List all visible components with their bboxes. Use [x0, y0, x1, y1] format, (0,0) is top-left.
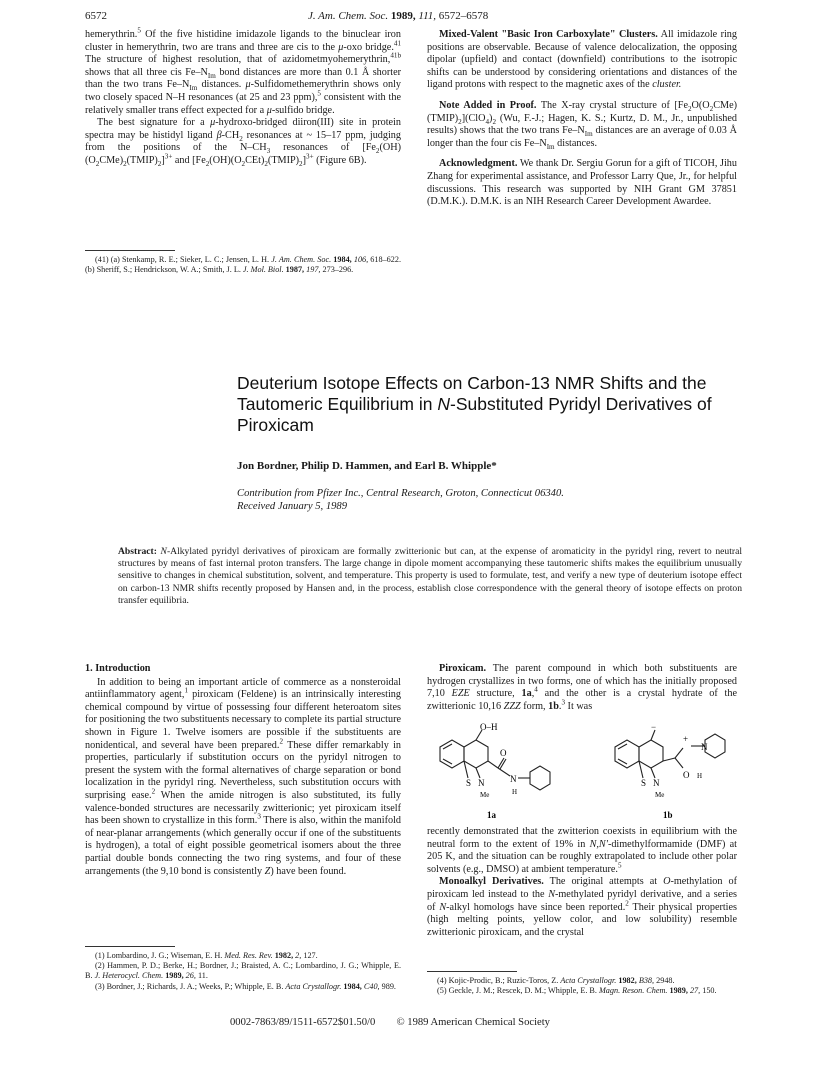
- article-code: 0002-7863/89/1511-6572$01.50/0: [230, 1017, 376, 1028]
- journal-volume: 111,: [418, 10, 437, 22]
- o-label: O: [500, 748, 507, 758]
- footnote-2: (2) Hammen, P. D.; Berke, H.; Bordner, J.; Braisted, A. C.; Lombardino, J. G.; Whipple, E. B. J. Heterocycl. Chem. 1989, 26, 11.: [85, 961, 401, 981]
- h-label: H: [697, 772, 703, 780]
- paragraph: Acknowledgment. We thank Dr. Sergiu Gorun for a gift of TICOH, Jihu Zhang for experimental assistance, and Professor Larry Que, Jr., for helpful discussions. This research was supported by NIH Grant GM 37851 (D.M.K.). D.M.K. is an NIH Research Career Development Awardee.: [427, 158, 737, 208]
- intro-column: [85, 663, 401, 878]
- minus-charge: −: [651, 722, 657, 732]
- page-number: 6572: [85, 10, 107, 22]
- paragraph: Monoalkyl Derivatives. The original attempts at O-methylation of piroxicam led instead to the N-methylated pyridyl derivative, and a series of N-alkyl homologs have since been reported.$^2$ Their physical properties (high melting points, yellow color, and low solubility) resemble zwitterionic piroxicam, and the crystal: [427, 876, 737, 938]
- o-label: O: [683, 770, 690, 780]
- page-footer: [230, 1017, 630, 1028]
- n-label: N: [510, 774, 517, 784]
- me-label: Me: [480, 791, 490, 799]
- copyright: © 1989 American Chemical Society: [396, 1017, 550, 1028]
- footnote-41: (41) (a) Stenkamp, R. E.; Sieker, L. C.; Jensen, L. H. J. Am. Chem. Soc. 1984, 106, 618–622. (b) Sheriff, S.; Hendrickson, W. A.; Smith, J. L. J. Mol. Biol. 1987, 197, 273–296.: [85, 255, 402, 275]
- affiliation: Contribution from Pfizer Inc., Central Research, Groton, Connecticut 06340.: [237, 488, 564, 499]
- article-title: Deuterium Isotope Effects on Carbon-13 NMR Shifts and the Tautomeric Equilibrium in N-Substituted Pyridyl Derivatives of Piroxicam: [237, 373, 712, 435]
- paragraph: hemerythrin.$^5$ Of the five histidine imidazole ligands to the binuclear iron cluster in hemerythrin, two are trans and three are cis to the μ-oxo bridge.$^{41}$ The structure of highest resolution, that of azidometmyohemerythrin,$^{41b}$ shows that all three cis $Fe-N_{Im}$ bond distances are more than 0.1 Å shorter than the two trans $Fe-N_{Im}$ distances. μ-Sulfidomethemerythrin shows only two closely spaced N–H resonances (at 25 and 23 ppm),$^5$ consistent with the relatively smaller trans effect expected for a μ-sulfido bridge.: [85, 26, 401, 116]
- received-date: Received January 5, 1989: [237, 501, 348, 512]
- paragraph: In addition to being an important article of commerce as a nonsteroidal antiinflammatory agent,$^1$ piroxicam (Feldene) is an intrinsically interesting chemical compound by virtue of possessing four different heteroatom sites for positioning the two substituents necessary to complete its partial structure shown in Figure 1. Twelve isomers are possible if the substituents are nonidentical, and several have been prepared.$^2$ These differ remarkably in properties, particularly if substitution occurs on the pyridyl nitrogen to present the system with the formal alternatives of charge separation or bond localization in the pyridyl ring. Nevertheless, such substitution occurs with surprising ease.$^2$ When the amide nitrogen is also substituted, its fully valence-bonded structures are necessarily zwitterionic; yet piroxicam itself has been shown to crystallize in this form.$^3$ There is also, within the manifold of near-planar arrangements (which generally occur if one of the substituents is hydrogen), a total of eight possible geometrical isomers about the three partial double bonds connecting the two ring systems, and four of these arrangements (the 9,10 bond is consistently Z) have been found.: [85, 676, 402, 877]
- compound-label: 1a: [487, 810, 496, 820]
- authors: Jon Bordner, Philip D. Hammen, and Earl B. Whipple*: [237, 460, 497, 472]
- footnote-1: (1) Lombardino, J. G.; Wiseman, E. H. Med. Res. Rev. 1982, 2, 127.: [95, 951, 318, 960]
- oh-label: O–H: [480, 722, 498, 732]
- paragraph: recently demonstrated that the zwitterion coexists in equilibrium with the neutral form to the extent of 19% in N,N′-dimethylformamide (DMF) at 205 K, and the situation can be roughly extrapolated to include other polar solvents (e.g., DMSO) at ambient temperature.$^5$: [427, 826, 737, 875]
- structure-1b: [605, 722, 755, 822]
- section-heading: 1. Introduction: [85, 663, 151, 674]
- journal-name: J. Am. Chem. Soc.: [308, 10, 389, 22]
- n-label: N: [653, 778, 660, 788]
- footnotes-right: [427, 976, 737, 996]
- paragraph: Piroxicam. The parent compound in which both substituents are hydrogen crystallizes in two forms, one of which has the initially proposed 7,10 EZE structure, 1a,$^4$ and the other is a crystal hydrate of the zwitterionic 10,16 ZZZ form, 1b.$^3$ It was: [427, 663, 737, 712]
- me-label: Me: [655, 791, 665, 799]
- s-label: S: [641, 778, 647, 788]
- running-header: [85, 10, 745, 26]
- footnotes-left: [85, 951, 401, 992]
- footnote-rule: [427, 971, 517, 972]
- footnote-rule: [85, 250, 175, 251]
- footnote-rule: [85, 946, 175, 947]
- paragraph: Note Added in Proof. The X-ray crystal structure of $[Fe_2O(O_2CMe)(TMIP)_2](ClO_4)_2$ (Wu, F.-J.; Hagen, K. S.; Kurtz, D. M., Jr., unpublished results) shows that the two trans $Fe-N_{Im}$ distances are an average of 0.03 Å longer than the four cis $Fe-N_{Im}$ distances.: [427, 99, 738, 151]
- journal-pages: 6572–6578: [438, 10, 489, 22]
- paragraph: The best signature for a μ-hydroxo-bridged diiron(III) site in protein spectra may be histidyl ligand $\beta-CH_2$ resonances at ~ 15–17 ppm, judging from the positions of the $N-CH_3$ resonances of $[Fe_2(OH)(O_2CMe)_2(TMIP)_2]^{3+}$ and $[Fe_2(OH)(O_2CEt)_2(TMIP)_2]^{3+}$ (Figure 6B).: [85, 117, 401, 168]
- top-right-column: [427, 29, 737, 209]
- piroxicam-column-bottom: [427, 826, 737, 939]
- paragraph: Mixed-Valent "Basic Iron Carboxylate" Clusters. All imidazole ring positions are observable. Because of valence delocalization, the opposing dipolar (upfield) and contact (downfield) contributions to the isotropic shifts can be understood by considering orientations and distances of the ligand protons with respect to the magnetic axes of the cluster.: [427, 29, 737, 91]
- footnote-4: (4) Kojic-Prodic, B.; Ruzic-Toros, Z. Acta Crystallogr. 1982, B38, 2948.: [437, 976, 675, 985]
- footnote-3: (3) Bordner, J.; Richards, J. A.; Weeks, P.; Whipple, E. B. Acta Crystallogr. 1984, C40, 989.: [95, 981, 396, 991]
- top-left-column: [85, 26, 401, 168]
- journal-year: 1989,: [390, 10, 416, 22]
- abstract: Abstract: N-Alkylated pyridyl derivatives of piroxicam are formally zwitterionic but can, at the expense of aromaticity in the pyridyl ring, revert to neutral structures by means of fast internal proton transfers. The large change in dipole moment accompanying these tautomeric shifts makes the equilibrium unusually sensitive to changes in chemical substitution, solvent, and temperature. This property is used to formulate, test, and verify a new type of deuterium isotope effect on carbon-13 NMR shifts recently proposed by Hansen and, in the process, establish close correspondence with the general theory of isotope effects on proton transfer equilibria.: [118, 546, 742, 606]
- structure-1a: [430, 722, 580, 822]
- n-label: N: [701, 742, 708, 752]
- plus-charge: +: [683, 734, 689, 744]
- compound-label: 1b: [663, 810, 673, 820]
- h-label: H: [512, 788, 518, 796]
- s-label: S: [466, 778, 472, 788]
- journal-citation: [308, 10, 488, 22]
- piroxicam-column-top: [427, 663, 737, 713]
- footnote-5: (5) Geckle, J. M.; Rescek, D. M.; Whipple, E. B. Magn. Reson. Chem. 1989, 27, 150.: [437, 986, 717, 996]
- n-label: N: [478, 778, 485, 788]
